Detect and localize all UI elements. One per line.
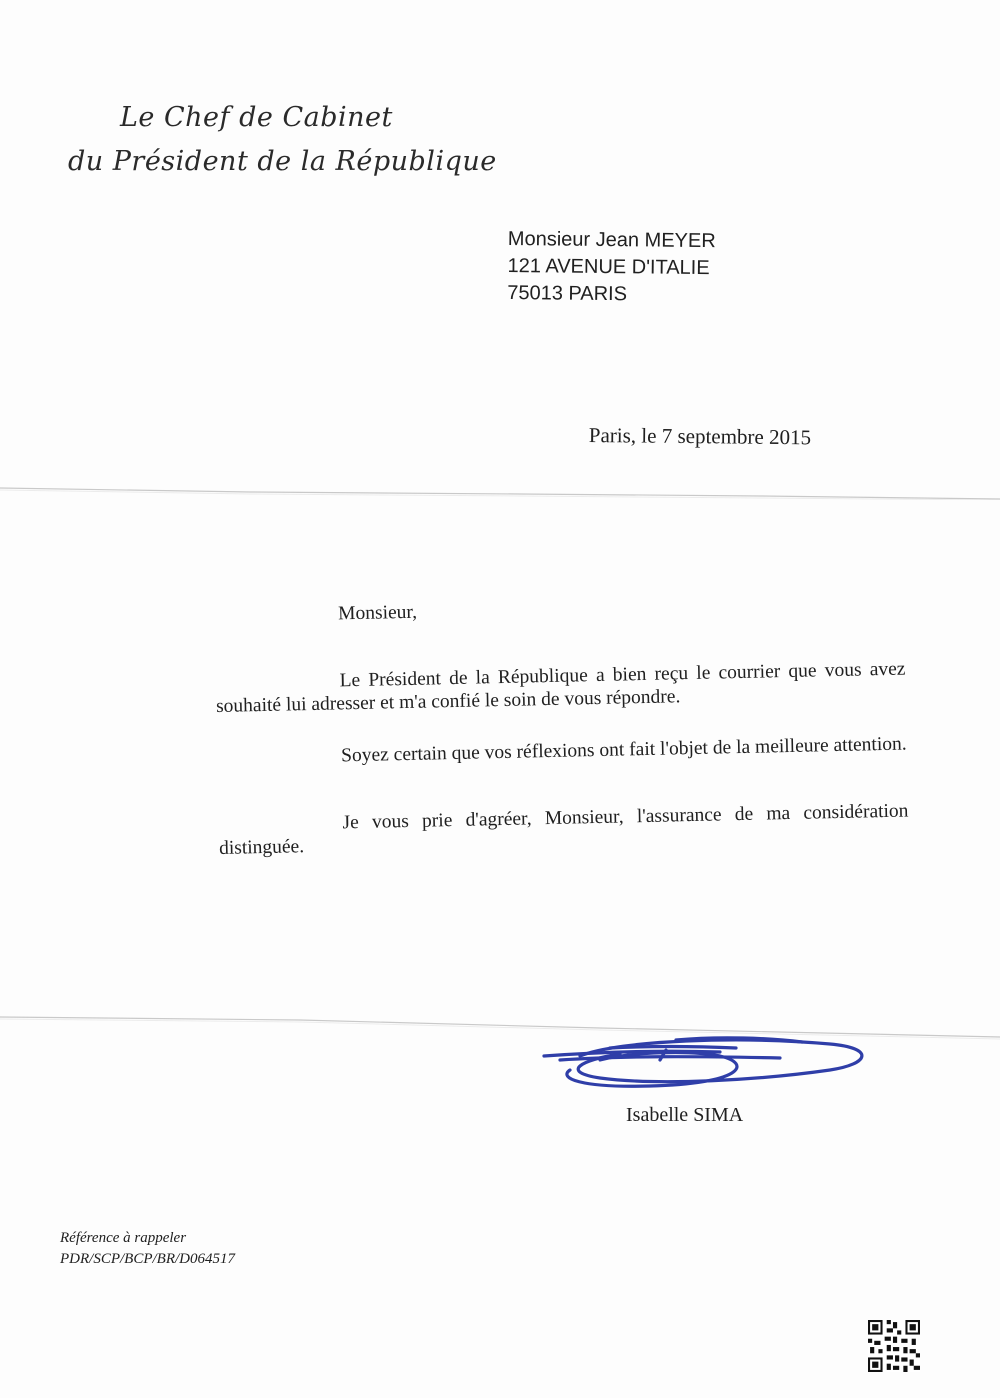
letterhead: [68, 96, 497, 184]
recipient-name: Monsieur Jean MEYER: [507, 227, 716, 253]
letterhead-line-1: Le Chef de Cabinet: [120, 102, 393, 133]
recipient-street: 121 AVENUE D'ITALIE: [507, 254, 710, 280]
salutation: Monsieur,: [337, 601, 418, 625]
paragraph-1: Le Président de la République a bien reçu le courrier que vous avez souhaité lui adresser et m'a confié le soin de vous répondre.: [215, 658, 906, 717]
letterhead-line-2: du Président de la République: [68, 146, 497, 177]
paragraph-3: Je vous prie d'agréer, Monsieur, l'assurance de ma considération distinguée.: [218, 800, 909, 859]
letter-date: Paris, le 7 septembre 2015: [588, 423, 812, 450]
reference-code: PDR/SCP/BCP/BR/D064517: [60, 1251, 235, 1267]
handwritten-signature: [540, 1030, 880, 1100]
recipient-city: 75013 PARIS: [507, 281, 628, 306]
qr-code-icon: [868, 1320, 920, 1372]
recipient-address: [507, 226, 716, 309]
reference-block: [60, 1228, 235, 1270]
signature-block: [540, 1030, 880, 1130]
reference-label: Référence à rappeler: [60, 1230, 187, 1246]
paper-fold-top: [0, 482, 1000, 500]
signer-name: Isabelle SIMA: [626, 1104, 744, 1126]
paper-fold-bottom: [0, 1012, 1000, 1030]
letter-body: [214, 592, 909, 860]
paragraph-2: Soyez certain que vos réflexions ont fait l'objet de la meilleure attention.: [340, 733, 907, 767]
